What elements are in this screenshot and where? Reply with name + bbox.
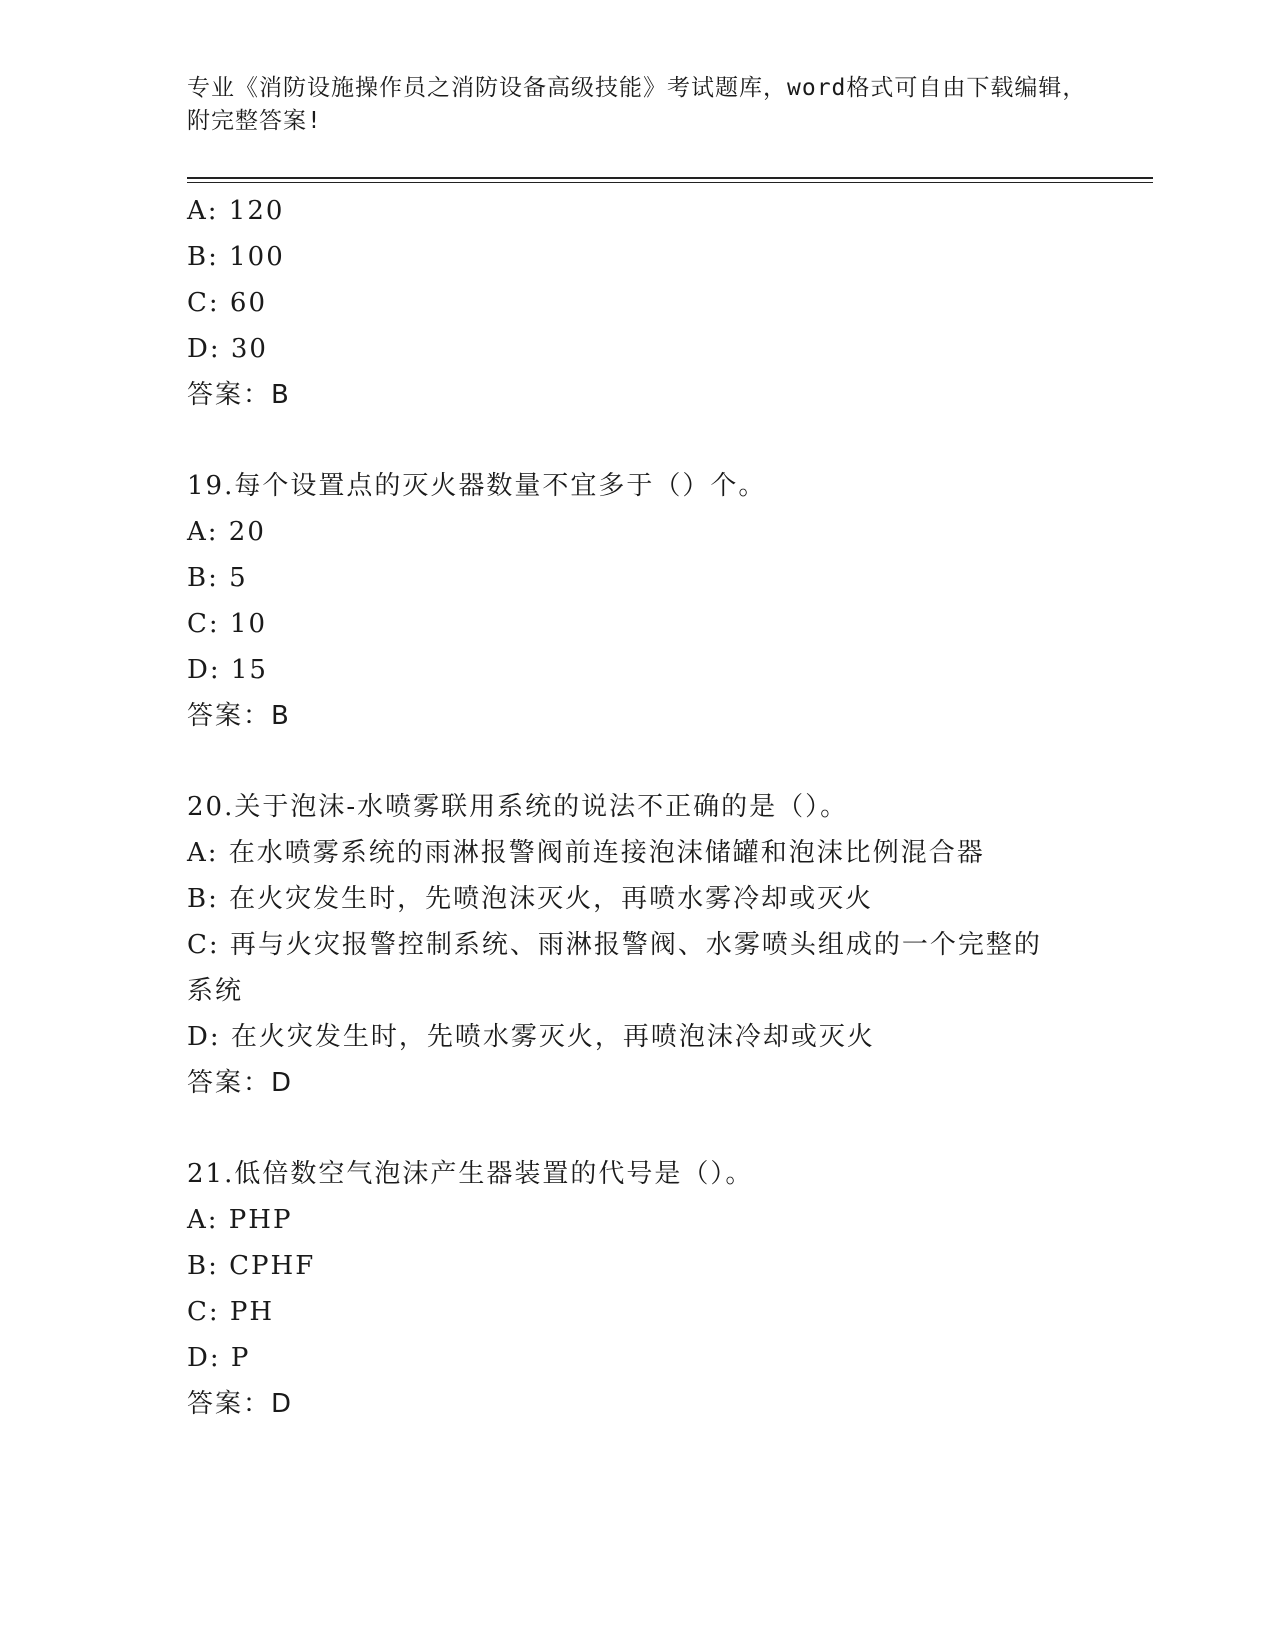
option-d: D: 在火灾发生时，先喷水雾灭火，再喷泡沫冷却或灭火 bbox=[187, 1022, 875, 1052]
question-list bbox=[187, 188, 1087, 1427]
header-divider-thin bbox=[187, 182, 1153, 183]
question-20 bbox=[187, 784, 1087, 1106]
header-divider bbox=[187, 177, 1153, 179]
option-c: C: 再与火灾报警控制系统、雨淋报警阀、水雾喷头组成的一个完整的系统 bbox=[187, 930, 1042, 1006]
spacer bbox=[187, 739, 1087, 784]
question-19 bbox=[187, 463, 1087, 739]
question-21 bbox=[187, 1151, 1087, 1427]
option-b: B: 在火灾发生时，先喷泡沫灭火，再喷水雾冷却或灭火 bbox=[187, 884, 874, 914]
option-c: C: 10 bbox=[187, 609, 268, 639]
option-a: A: 120 bbox=[187, 196, 285, 226]
document-header: 专业《消防设施操作员之消防设备高级技能》考试题库，word格式可自由下载编辑，附完整答案! bbox=[187, 75, 1087, 134]
answer: 答案：D bbox=[187, 1389, 294, 1419]
option-b: B: CPHF bbox=[187, 1251, 316, 1281]
spacer bbox=[187, 418, 1087, 463]
answer: 答案：B bbox=[187, 701, 291, 731]
question-stem: 21.低倍数空气泡沫产生器装置的代号是（）。 bbox=[187, 1159, 754, 1189]
option-d: D: 30 bbox=[187, 334, 268, 364]
option-b: B: 5 bbox=[187, 563, 248, 593]
option-c: C: 60 bbox=[187, 288, 268, 318]
answer: 答案：B bbox=[187, 380, 291, 410]
option-d: D: 15 bbox=[187, 655, 268, 685]
question-stem: 20.关于泡沫-水喷雾联用系统的说法不正确的是（）。 bbox=[187, 792, 849, 822]
option-a: A: 20 bbox=[187, 517, 266, 547]
option-d: D: P bbox=[187, 1343, 251, 1373]
option-c: C: PH bbox=[187, 1297, 275, 1327]
option-a: A: 在水喷雾系统的雨淋报警阀前连接泡沫储罐和泡沫比例混合器 bbox=[187, 838, 985, 868]
answer: 答案：D bbox=[187, 1068, 294, 1098]
spacer bbox=[187, 1106, 1087, 1151]
option-b: B: 100 bbox=[187, 242, 285, 272]
option-a: A: PHP bbox=[187, 1205, 293, 1235]
question-18 bbox=[187, 188, 1087, 418]
question-stem: 19.每个设置点的灭火器数量不宜多于（）个。 bbox=[187, 471, 767, 501]
